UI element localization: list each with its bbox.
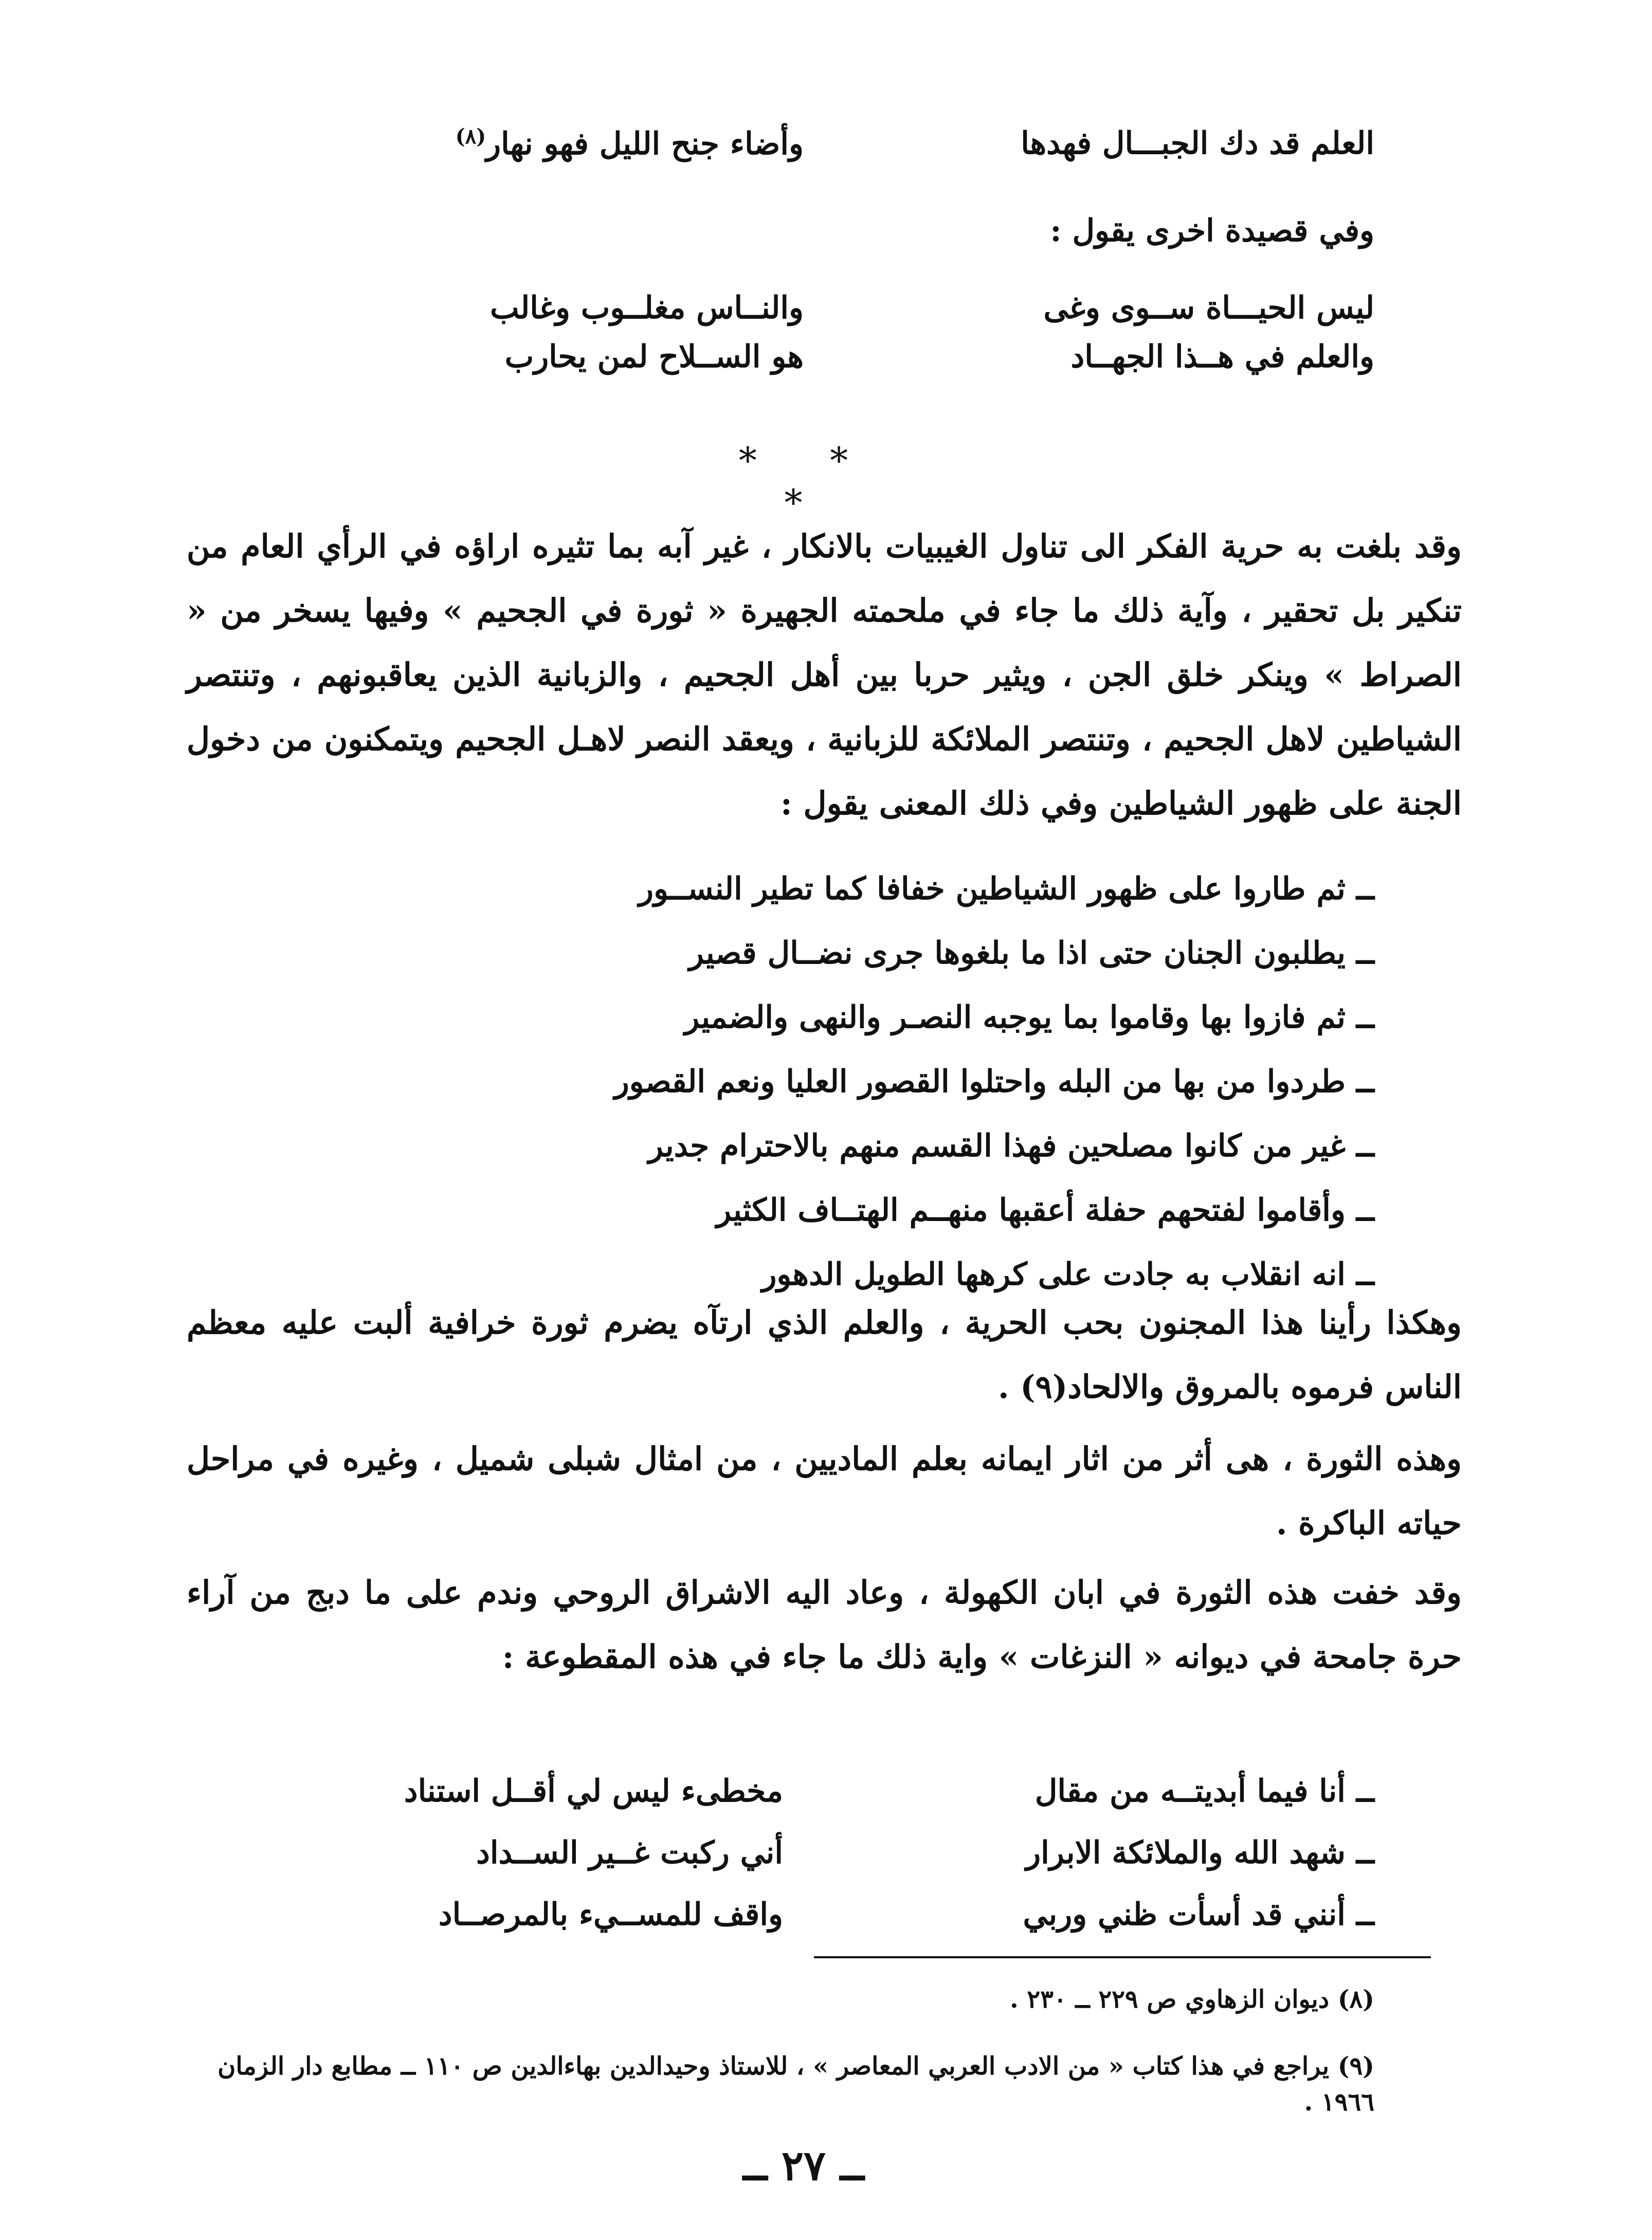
footnote-separator bbox=[814, 1956, 1431, 1958]
poem4-line2-left: أني ركبت غــير الســداد bbox=[476, 1835, 783, 1871]
poem3-line: ــ ثم طاروا على ظهور الشياطين خفافا كما تطير النســور bbox=[639, 871, 1374, 907]
intro-another-poem: وفي قصيدة اخرى يقول : bbox=[1050, 213, 1374, 249]
poem4-line1-left: مخطىء ليس لي أقــل استناد bbox=[404, 1773, 783, 1809]
poem1-left-hemistich bbox=[248, 123, 804, 164]
poem3-line: ــ يطلبون الجنان حتى اذا ما بلغوها جرى نضــال قصير bbox=[688, 935, 1374, 971]
poem2-line2-left: هو الســلاح لمن يحارب bbox=[504, 339, 804, 375]
footnote-8: (٨) ديوان الزهاوي ص ٢٢٩ ــ ٢٣٠ . bbox=[1010, 1985, 1374, 2014]
poem1-left-text: وأضاء جنح الليل فهو نهار bbox=[486, 126, 804, 162]
paragraph-middle-age: وقد خفت هذه الثورة في ابان الكهولة ، وعاد اليه الاشراق الروحي وندم على ما دبج من آراء حرة جامحة في ديوانه « النزغات » واية ذلك ما جاء في هذه المقطوعة : bbox=[187, 1574, 1462, 1676]
footnote-9: (٩) يراجع في هذا كتاب « من الادب العربي المعاصر » ، للاستاذ وحيدالدين بهاءالدين ص ١١٠ ــ مطابع دار الزمان ١٩٦٦ . bbox=[217, 2052, 1374, 2117]
poem4-line3-left: واقف للمســيء بالمرصــاد bbox=[438, 1897, 783, 1933]
poem3-line: ــ انه انقلاب به جادت على كرهها الطويل الدهور bbox=[761, 1256, 1374, 1292]
footnote-ref-8: (٨) bbox=[455, 124, 486, 149]
poem3-line: ــ غير من كانوا مصلحين فهذا القسم منهم بالاحترام جدير bbox=[648, 1128, 1374, 1164]
poem2-line1-left: والنــاس مغلــوب وغالب bbox=[490, 290, 804, 326]
poem1-right-hemistich: العلم قد دك الجبـــال فهدها bbox=[1021, 125, 1374, 161]
poem2-line2-right: والعلم في هــذا الجهــاد bbox=[1070, 339, 1374, 375]
poem4-line2-right: ــ شهد الله والملائكة الابرار bbox=[1026, 1835, 1374, 1871]
poem4-line3-right: ــ أنني قد أسأت ظني وربي bbox=[1023, 1897, 1374, 1933]
poem3-line: ــ ثم فازوا بها وقاموا بما يوجبه النصـر والنهى والضمير bbox=[684, 999, 1374, 1035]
paragraph-revolution-in-hell: وقد بلغت به حرية الفكر الى تناول الغيبيات بالانكار ، غير آبه بما تثيره اراؤه في الرأي العام من تنكير بل تحقير ، وآية ذلك ما جاء في ملحمته الجهيرة « ثورة في الجحيم » وفيها يسخر من « الصراط » وينكر خلق الجن ، ويثير حربا بين أهل الجحيم ، والزبانية الذين يعاقبونهم ، وتنتصر الشياطين لاهل الجحيم ، وتنتصر الملائكة للزبانية ، ويعقد النصر لاهـل الجحيم ويتمكنون من دخول الجنة على ظهور الشياطين وفي ذلك المعنى يقول : bbox=[187, 527, 1462, 822]
page-number: ــ ٢٧ ــ bbox=[743, 2141, 864, 2190]
poem3-line: ــ وأقاموا لفتحهم حفلة أعقبها منهــم الهتــاف الكثير bbox=[716, 1192, 1374, 1228]
section-divider-stars: * * * bbox=[738, 440, 879, 524]
poem2-line1-right: ليس الحيـــاة ســوى وغى bbox=[1043, 290, 1374, 326]
poem3-line: ــ طردوا من بها من البله واحتلوا القصور العليا ونعم القصور bbox=[614, 1064, 1374, 1100]
poem3-block bbox=[243, 869, 1374, 1319]
poem4-line1-right: ــ أنا فيما أبديتــه من مقال bbox=[1034, 1773, 1374, 1809]
paragraph-materialists: وهذه الثورة ، هى أثر من اثار ايمانه بعلم الماديين ، من امثال شبلى شميل ، وغيره في مراحل حياته الباكرة . bbox=[187, 1440, 1462, 1542]
paragraph-freedom-madman: وهكذا رأينا هذا المجنون بحب الحرية ، والعلم الذي ارتآه يضرم ثورة خرافية ألبت عليه معظم الناس فرموه بالمروق والالحاد(٩) . bbox=[187, 1304, 1462, 1406]
